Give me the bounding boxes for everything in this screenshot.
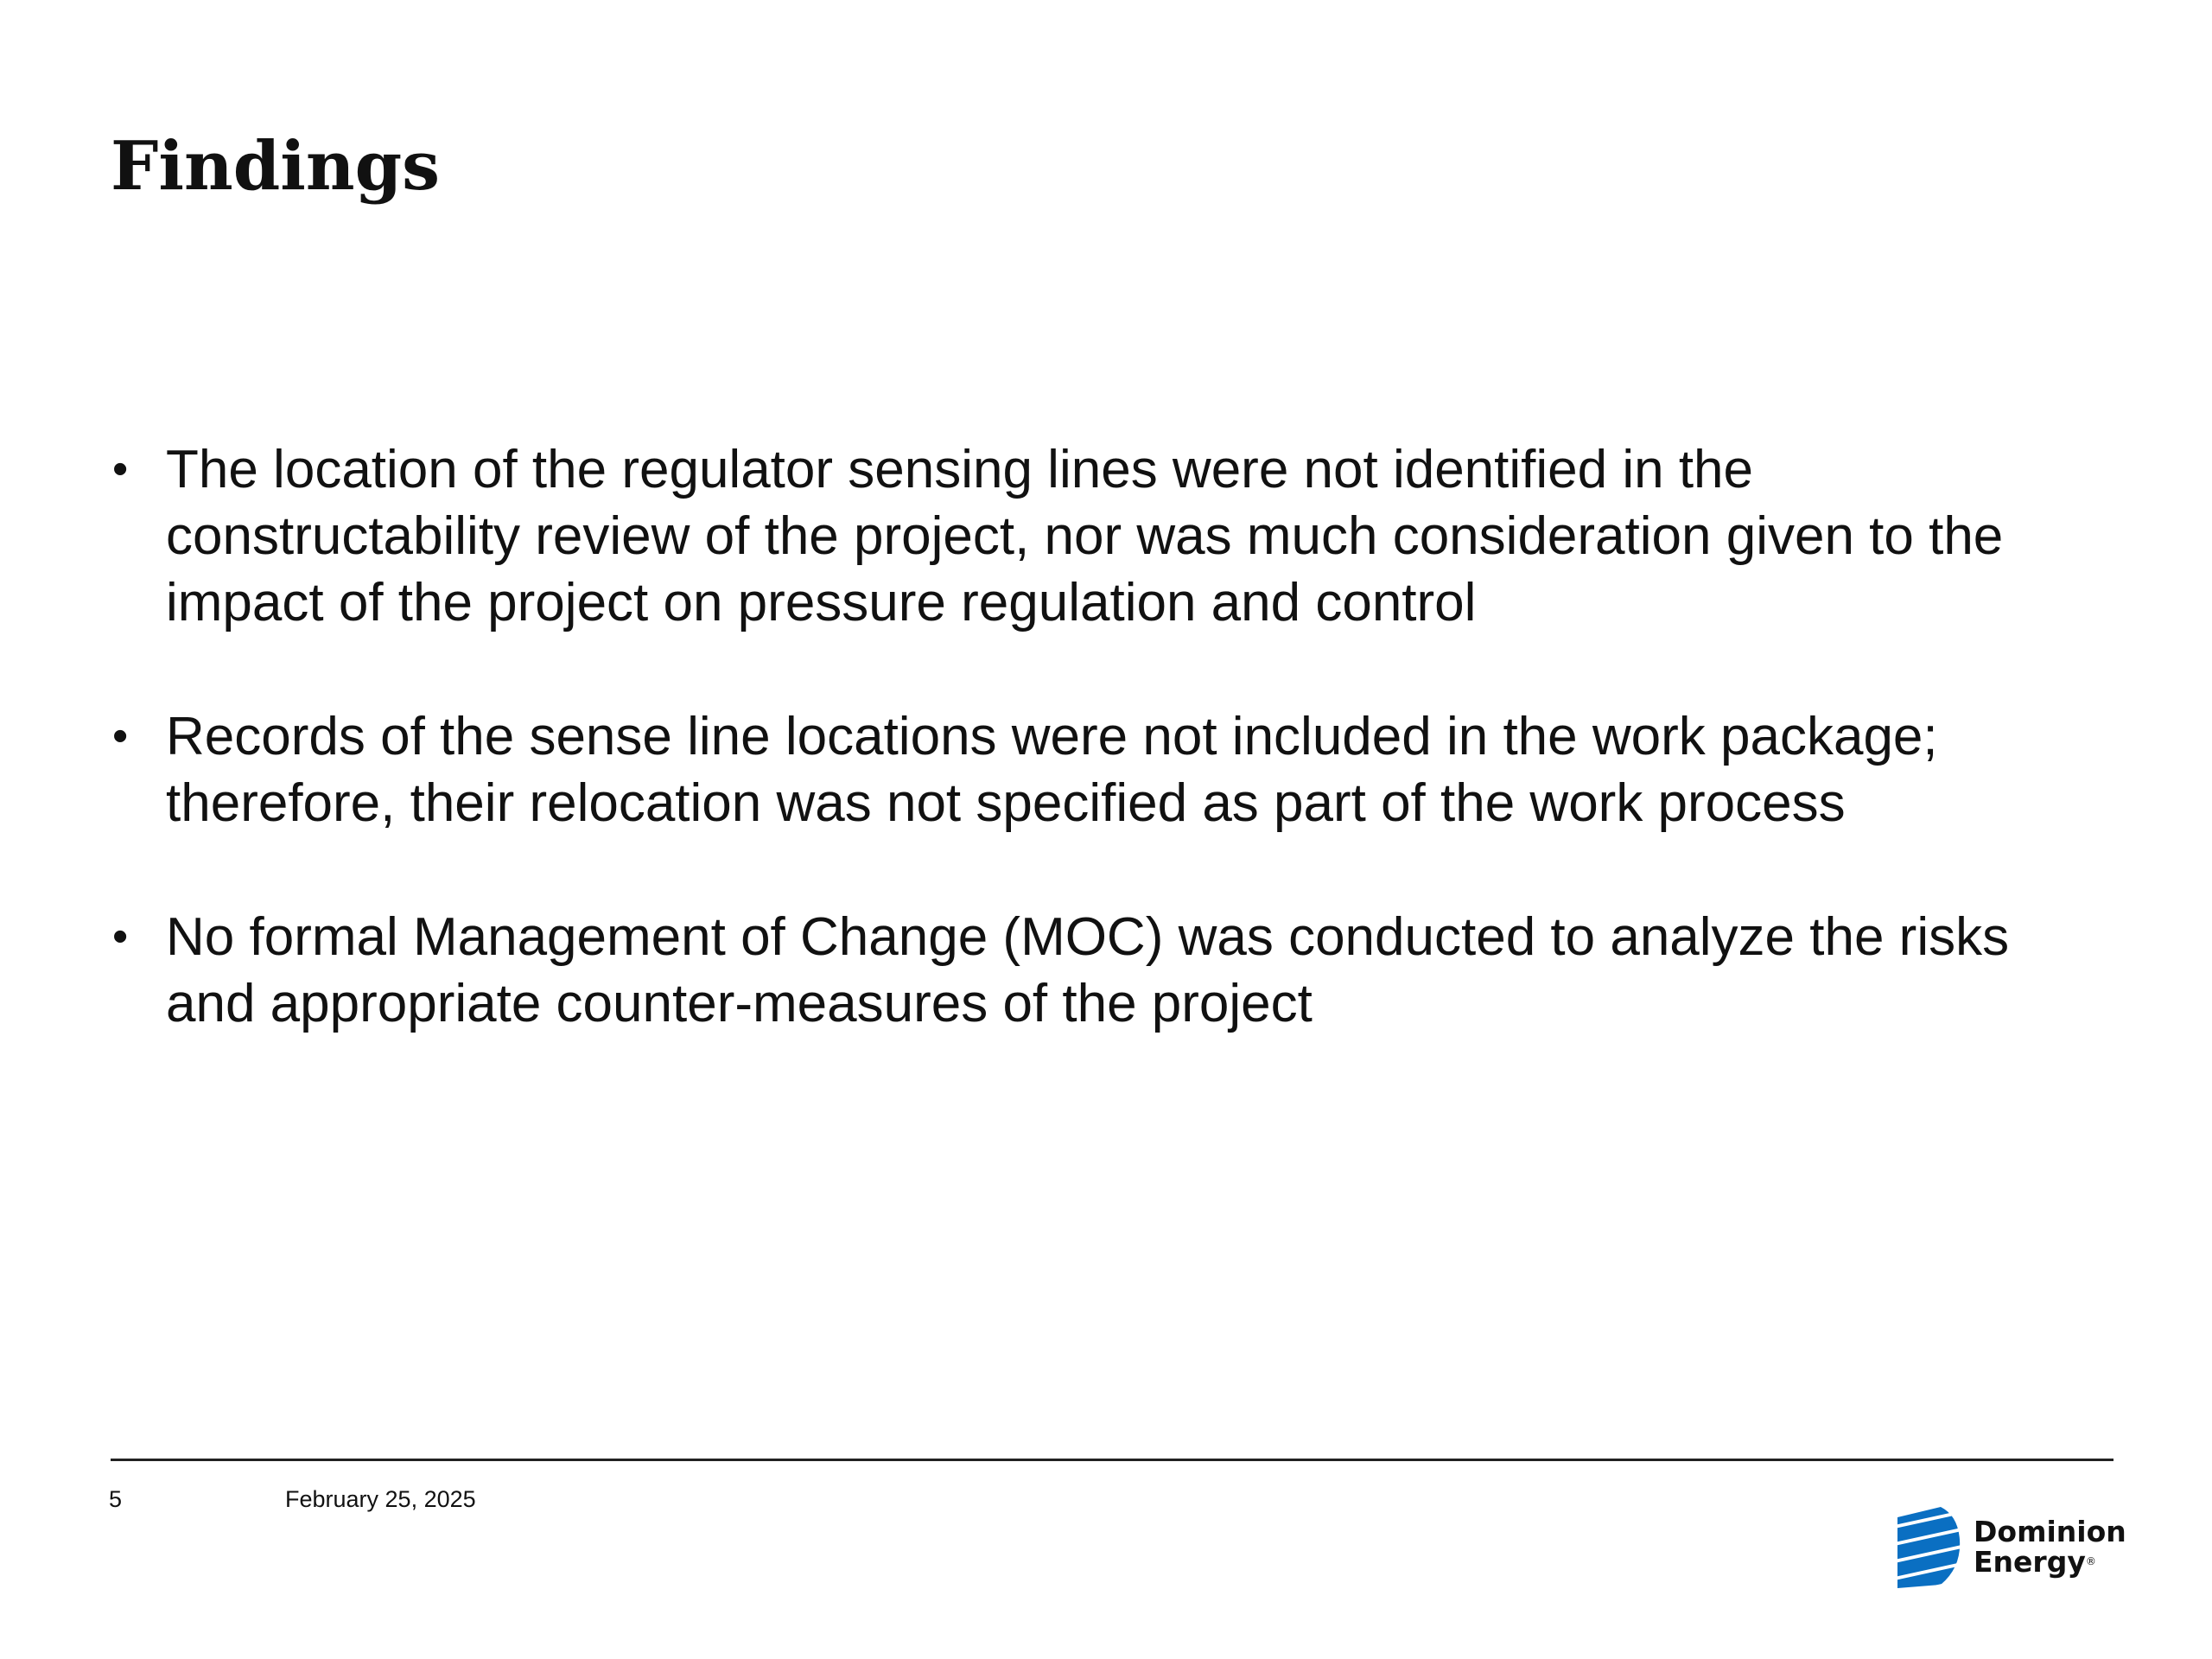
logo-wordmark	[1974, 1516, 2126, 1577]
bullet-icon: •	[112, 912, 129, 962]
finding-text: Records of the sense line locations were not included in the work package; therefore, their relocation was not specified as part of the work process	[166, 707, 1938, 833]
registered-mark: ®	[2085, 1555, 2096, 1567]
page-number: 5	[109, 1486, 123, 1512]
finding-item	[111, 703, 2098, 836]
finding-text: The location of the regulator sensing lines were not identified in the constructability review of the project, nor was much consideration given to the impact of the project on pressure regulation and control	[166, 440, 2004, 632]
bullet-icon: •	[112, 444, 129, 494]
footer-date: February 25, 2025	[285, 1486, 476, 1512]
company-logo	[1891, 1505, 2126, 1588]
dominion-energy-logo-icon	[1891, 1505, 1961, 1588]
logo-line-1: Dominion	[1974, 1515, 2126, 1548]
logo-line-2: Energy®	[1974, 1545, 2096, 1579]
finding-text: No formal Management of Change (MOC) was conducted to analyze the risks and appropriate counter-measures of the project	[166, 907, 2010, 1033]
finding-item	[111, 904, 2098, 1037]
findings-list	[111, 436, 2098, 1104]
bullet-icon: •	[112, 711, 129, 761]
footer-divider	[111, 1459, 2113, 1461]
slide-title: Findings	[111, 127, 441, 206]
finding-item	[111, 436, 2098, 636]
